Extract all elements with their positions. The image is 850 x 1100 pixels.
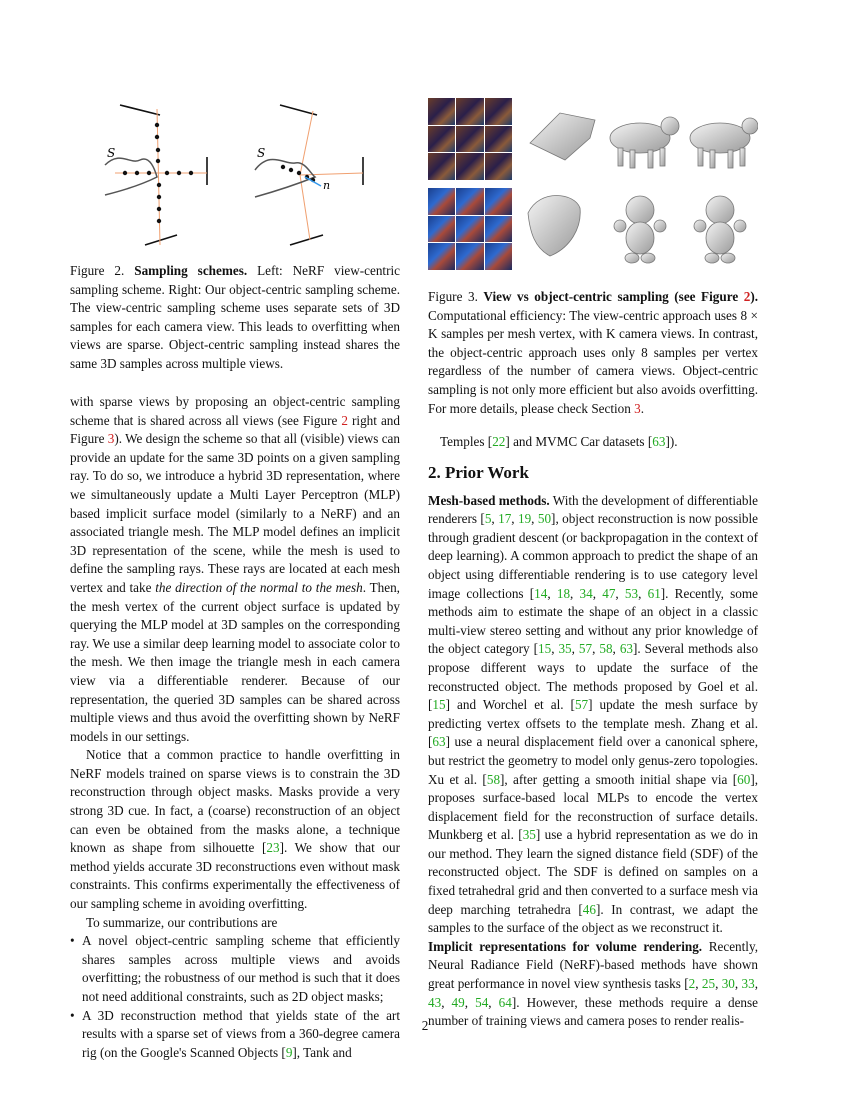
figure-2-label: Figure 2.	[70, 263, 125, 278]
page-number: 2	[421, 1018, 429, 1033]
mesh-heading: Mesh-based methods.	[428, 492, 550, 508]
mesh-paragraph	[428, 492, 758, 938]
citation-ref[interactable]: 35	[558, 641, 572, 657]
figure-3-label: Figure 3.	[428, 289, 478, 304]
figure-2-diagram	[95, 95, 395, 255]
ref-63b[interactable]: 63	[432, 734, 446, 750]
object-centric-diagram	[255, 105, 363, 245]
p2-text-a: Notice that a common practice to handle overfitting in NeRF models trained on sparse views is to constrain the 3D reconstruction through object masks. Masks provide a very strong 3D cue. In fact, a (coarse) reconstruction of an object can even be obtained from the masks alone, a technique known as shape from silhouette [	[70, 747, 400, 856]
citation-ref[interactable]: 64	[498, 994, 512, 1010]
citation-ref[interactable]: 47	[602, 585, 616, 601]
contribution-1: • A novel object-centric sampling scheme that efficiently shares samples across multiple views and avoids overfitting; the robustness of our method is such that it does not need additional constraints, such as 2D object masks;	[82, 932, 400, 1006]
mario-render-2	[694, 196, 746, 263]
mario-render-1	[614, 196, 666, 263]
cow-render-1	[610, 117, 679, 168]
p1-text-c: ). We design the scheme so that all (visible) views can provide an update for the same 3D points on a given sampling ray. To do so, we introduce a hybrid 3D representation, where we simultaneously update a Multi Layer Perceptron (MLP) based implicit surface model (similarly to a NeRF) and an associated triangle mesh. The MLP model defines an implicit 3D representation of the scene, while the mesh is used to define the sampling rays. These rays are located at each mesh vertex and take	[70, 431, 401, 595]
figure-2-title: Sampling schemes.	[134, 263, 248, 278]
implicit-heading: Implicit representations for volume rendering.	[428, 938, 703, 954]
citation-ref[interactable]: 18	[556, 585, 571, 601]
view-centric-diagram	[105, 105, 207, 245]
mesh-text-6: ] update the mesh surface by predicting vertex offsets to the template mesh. Zhang et al. [	[428, 697, 758, 750]
citation-ref[interactable]: 15	[538, 641, 552, 657]
implicit-paragraph	[428, 938, 758, 1031]
citation-ref[interactable]: 5	[484, 511, 492, 527]
citation-ref[interactable]: 17	[498, 511, 512, 527]
s-label-right: S	[257, 146, 266, 160]
section-title: 2. Prior Work	[428, 462, 529, 482]
mesh-text-3: ]. Recently, some methods aim to estimate the shape of an object in a classic multi-view stereo setting and without any prior knowledge of the object category [	[428, 585, 759, 657]
n-label: n	[323, 179, 331, 192]
blob-render-top	[530, 113, 595, 160]
cont-text-a: Temples [	[440, 434, 493, 449]
citation-ref[interactable]: 25	[701, 976, 716, 992]
citation-ref[interactable]: 54	[475, 994, 489, 1010]
summary-intro: To summarize, our contributions are	[86, 914, 278, 930]
ref-46[interactable]: 46	[582, 901, 596, 917]
mesh-text-5: ] and Worchel et al. [	[445, 697, 575, 713]
figure-3-title: View vs object-centric sampling (see Figure	[483, 289, 739, 304]
mesh-text-11: ]. In contrast, we adapt the samples to the surface of the object as we reconstruct it.	[428, 901, 758, 936]
p2-text-b: ]. We show that our method yields accurate 3D reconstructions even without mask constraints. This confirms experimentally the effectiveness of our sampling scheme in avoiding overfitting.	[70, 840, 401, 912]
citation-ref[interactable]: 43	[428, 994, 442, 1010]
contributions-list	[70, 932, 400, 1062]
ref-60[interactable]: 60	[737, 771, 751, 787]
ref-58[interactable]: 58	[486, 771, 501, 787]
p1-text-d: . Then, the mesh vertex of the current object surface is updated by querying the MLP model at 3D samples on the corresponding ray. We use a similar deep learning model to associate color to the mesh. We then image the triangle mesh in each camera view via a differentiable renderer. Because of our representation, the queried 3D samples can be shared across multiple views and thus avoid the overfitting shown by NeRF models in our settings.	[70, 579, 400, 744]
citation-ref[interactable]: 49	[451, 994, 465, 1010]
implicit-text-1: Recently, Neural Radiance Field (NeRF)-based methods have shown great performance in novel view synthesis tasks [	[428, 938, 758, 992]
figure-3-images	[428, 98, 758, 270]
mesh-text-4: ]. Several methods also propose different ways to update the surface of the reconstructed object. The methods proposed by Goel et al. [	[428, 641, 759, 713]
citation-ref[interactable]: 2	[688, 976, 696, 992]
figure-3-end: .	[640, 400, 645, 416]
cow-render-2	[690, 118, 758, 168]
ref-57[interactable]: 57	[574, 697, 589, 713]
mesh-refs-3: 15, 35, 57, 58, 63	[538, 641, 633, 657]
ref-63[interactable]: 63	[652, 434, 666, 449]
ref-22[interactable]: 22	[492, 434, 506, 449]
citation-ref[interactable]: 50	[537, 511, 552, 527]
citation-ref[interactable]: 19	[517, 511, 532, 527]
reconstruction-renders	[520, 98, 758, 270]
citation-ref[interactable]: 57	[578, 641, 593, 657]
ref-23[interactable]: 23	[266, 840, 280, 856]
citation-ref[interactable]: 14	[534, 585, 548, 601]
figure-3-title-ref[interactable]: 2	[743, 289, 751, 304]
figure-2-caption	[70, 262, 400, 374]
cont-text-b: ] and MVMC Car datasets [	[505, 434, 653, 449]
section-ref[interactable]: 3	[634, 400, 641, 416]
view-thumbnails-bottom	[428, 188, 512, 270]
citation-ref[interactable]: 34	[579, 585, 593, 601]
blob-render-bottom	[528, 196, 580, 257]
masks-paragraph	[70, 746, 400, 913]
bullet-continuation	[428, 433, 758, 452]
mesh-text-2: ], object reconstruction is now possible through gradient descent (or backpropagation in the context of deep learning). A common approach to predict the shape of an object using differentiable rendering is to use category level image collections [	[428, 511, 759, 601]
citation-ref[interactable]: 61	[647, 585, 661, 601]
mesh-text-1: With the development of differentiable renderers [	[428, 492, 758, 527]
figure-3-caption	[428, 288, 758, 418]
mesh-text-8: ], after getting a smooth initial shape via [	[500, 771, 738, 787]
mesh-text-10: ] use a hybrid representation as we do in our method. They learn the signed distance field (SDF) of the reconstructed object. The SDF is defined on samples on a fixed tetrahedral grid and then converted to a surface mesh via deep marching tetrahedra [	[428, 827, 758, 917]
mesh-refs-2: 14, 18, 34, 47, 53, 61	[534, 585, 661, 601]
cont-text-c: ]).	[665, 434, 678, 449]
citation-ref[interactable]: 53	[624, 585, 639, 601]
citation-ref[interactable]: 58	[599, 641, 613, 657]
citation-ref[interactable]: 63	[619, 641, 633, 657]
bullet2-text-b: ], Tank and	[292, 1044, 352, 1060]
mesh-text-9: ], proposes surface-based local MLPs to encode the vertex displacement field for the reconstruction of surface details. Munkberg et al. [	[428, 771, 759, 843]
ref-figure-2[interactable]: 2	[341, 412, 348, 428]
implicit-text-2: ]. However, these methods require a dense number of training views and camera poses to render realis-	[428, 994, 758, 1029]
figure-3-text: Computational efficiency: The view-centric approach uses 8 × K samples per mesh vertex, with K camera views. In contrast, the object-centric approach uses only 8 samples per vertex regardless of the number of camera views. Object-centric sampling is not only more efficient but also avoids overfitting. For more details, please check Section	[428, 307, 758, 416]
ref-9[interactable]: 9	[285, 1044, 293, 1060]
mesh-refs-1: 5, 17, 19, 50	[484, 511, 552, 527]
citation-ref[interactable]: 30	[721, 976, 735, 992]
p1-italic: the direction of the normal to the mesh	[155, 579, 363, 595]
s-label-left: S	[107, 146, 116, 160]
view-thumbnails-top	[428, 98, 512, 180]
intro-paragraph	[70, 393, 400, 746]
ref-figure-3[interactable]: 3	[107, 431, 115, 447]
bullet2-text-a: A 3D reconstruction method that yields state of the art results with a sparse set of views from a 360-degree camera rig (on the Google's Scanned Objects [	[82, 1007, 400, 1060]
right-column-body	[428, 433, 758, 1031]
implicit-refs: 2, 25, 30, 33, 43, 49, 54, 64	[428, 976, 759, 1010]
ref-15[interactable]: 15	[432, 697, 446, 713]
figure-2-text: Left: NeRF view-centric sampling scheme. Right: Our object-centric sampling scheme. The view-centric sampling scheme uses separate sets of 3D samples for each camera view. This leads to overfitting when views are sparse. Object-centric sampling instead shares the same 3D samples across multiple views.	[70, 263, 401, 371]
p1-text-b: right and Figure	[70, 412, 400, 447]
mesh-text-7: ] use a neural displacement field over a canonical sphere, but restrict the geometry to model only genus-zero topologies. Xu et al. [	[428, 734, 758, 787]
contribution-2	[82, 1007, 400, 1063]
left-column-body	[70, 393, 400, 1062]
p1-text-a: with sparse views by proposing an object-centric sampling scheme that is shared across all views (see Figure	[70, 394, 400, 428]
ref-35[interactable]: 35	[522, 827, 536, 843]
citation-ref[interactable]: 33	[741, 976, 755, 992]
figure-3-title-end: ).	[750, 289, 759, 304]
